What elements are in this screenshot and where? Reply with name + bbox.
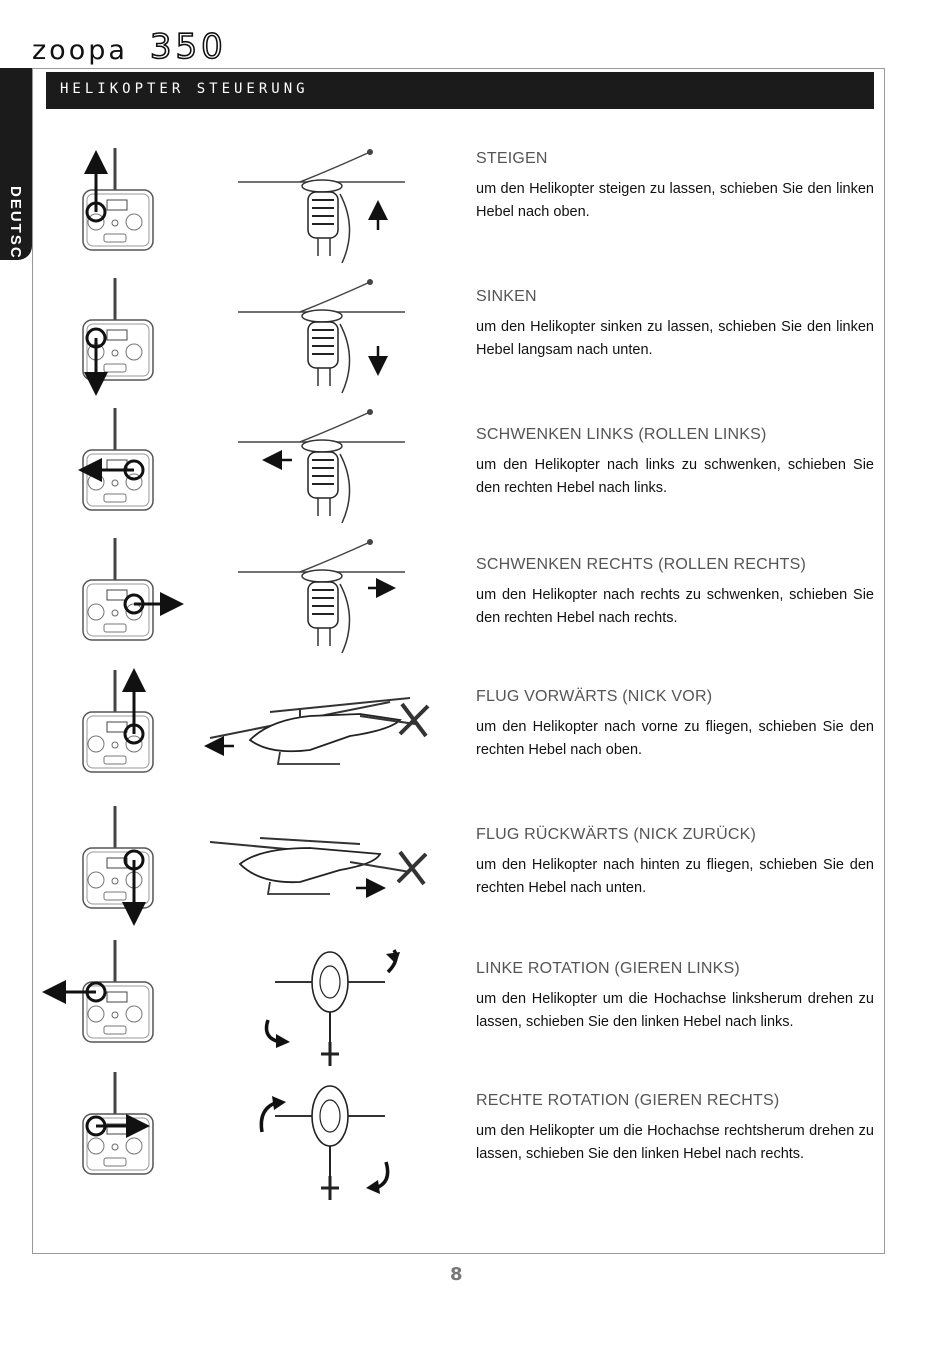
control-title: SCHWENKEN RECHTS (ROLLEN RECHTS) [476,556,806,573]
remote-icon [40,138,200,268]
control-description [476,1092,874,1166]
remote-icon [40,796,200,926]
control-title: SINKEN [476,288,537,305]
control-row-linke-rotation [0,930,950,1060]
control-text: um den Helikopter um die Hochachse linksherum drehen zu lassen, schieben Sie den linken Hebel nach links. [476,991,874,1030]
helicopter-top-icon [200,1062,460,1192]
control-row-schwenken-links [0,398,950,528]
helicopter-front-icon [200,268,460,398]
helicopter-top-icon [200,930,460,1060]
section-header [46,72,874,109]
remote-icon [40,1062,200,1192]
control-row-schwenken-rechts [0,528,950,658]
remote-icon [40,528,200,658]
control-description [476,426,874,500]
control-text: um den Helikopter sinken zu lassen, schieben Sie den linken Hebel langsam nach unten. [476,319,874,358]
helicopter-front-icon [200,398,460,528]
remote-icon [40,660,200,790]
section-title: HELIKOPTER STEUERUNG [60,81,309,97]
control-description [476,826,874,900]
remote-icon [40,930,200,1060]
helicopter-side-icon [200,660,460,790]
control-description [476,288,874,362]
control-title: SCHWENKEN LINKS (ROLLEN LINKS) [476,426,767,443]
control-title: STEIGEN [476,150,548,167]
control-row-flug-rueckwaerts [0,796,950,926]
control-row-sinken [0,268,950,398]
control-text: um den Helikopter nach rechts zu schwenken, schieben Sie den rechten Hebel nach rechts. [476,587,874,626]
control-title: FLUG VORWÄRTS (NICK VOR) [476,688,713,705]
helicopter-front-icon [200,138,460,268]
control-description [476,150,874,224]
control-description [476,960,874,1034]
control-row-rechte-rotation [0,1062,950,1192]
remote-icon [40,398,200,528]
control-row-flug-vorwaerts [0,660,950,790]
control-description [476,688,874,762]
brand-model: 350 [149,27,227,67]
control-text: um den Helikopter nach links zu schwenken, schieben Sie den rechten Hebel nach links. [476,457,874,496]
control-text: um den Helikopter nach vorne zu fliegen, schieben Sie den rechten Hebel nach oben. [476,719,874,758]
page-number: 8 [450,1264,463,1285]
remote-icon [40,268,200,398]
control-text: um den Helikopter um die Hochachse rechtsherum drehen zu lassen, schieben Sie den linken Hebel nach rechts. [476,1123,874,1162]
control-title: LINKE ROTATION (GIEREN LINKS) [476,960,740,977]
control-row-steigen [0,138,950,268]
helicopter-side-icon [200,796,460,926]
brand-logo [32,27,227,67]
helicopter-front-icon [200,528,460,658]
language-label: DEUTSCH [7,186,24,273]
brand-name: zoopa [32,35,128,66]
control-text: um den Helikopter steigen zu lassen, schieben Sie den linken Hebel nach oben. [476,181,874,220]
control-description [476,556,874,630]
control-title: RECHTE ROTATION (GIEREN RECHTS) [476,1092,780,1109]
control-text: um den Helikopter nach hinten zu fliegen, schieben Sie den rechten Hebel nach unten. [476,857,874,896]
control-title: FLUG RÜCKWÄRTS (NICK ZURÜCK) [476,826,756,843]
